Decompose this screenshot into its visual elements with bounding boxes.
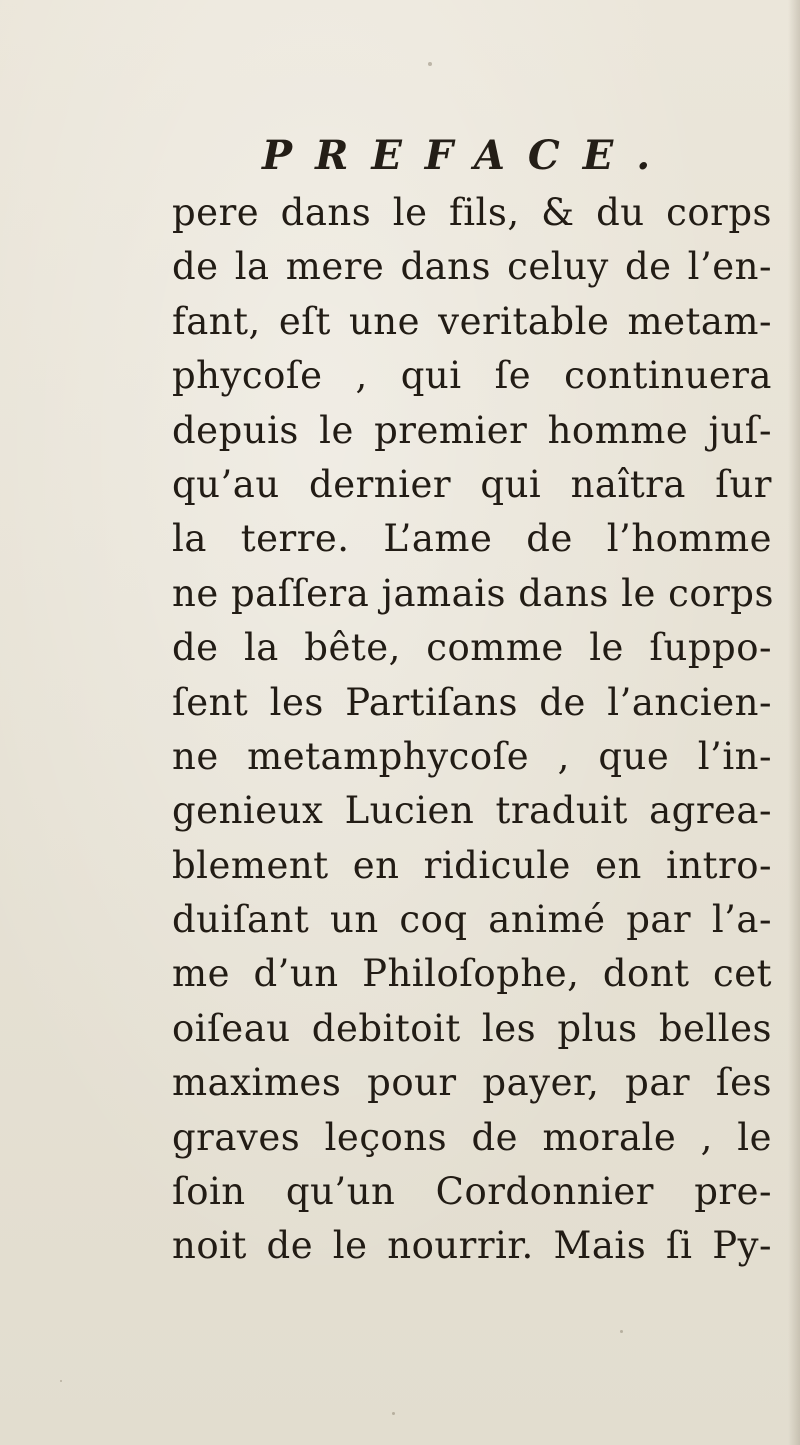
text-line: oiſeau debitoit les plus belles [172, 1006, 772, 1050]
text-line: graves leçons de morale , le [172, 1115, 772, 1159]
text-line: ſoin qu’un Cordonnier pre- [172, 1170, 772, 1214]
text-line: ne paſſera jamais dans le corps [172, 571, 774, 615]
paper-speck [60, 1380, 62, 1382]
text-line: phycoſe , qui ſe continuera [172, 354, 772, 398]
text-line: qu’au dernier qui naîtra ſur [172, 462, 772, 506]
text-line: maximes pour payer, par ſes [172, 1061, 772, 1105]
text-line: depuis le premier homme juſ- [172, 408, 772, 452]
text-line: noit de le nourrir. Mais ſi Py- [172, 1224, 772, 1268]
text-line: ſent les Partiſans de l’ancien- [172, 680, 772, 724]
paper-speck [392, 1412, 395, 1415]
running-head: PREFACE. [262, 132, 674, 179]
text-line: duiſant un coq animé par l’a- [172, 898, 772, 942]
text-line: la terre. L’ame de l’homme [172, 517, 772, 561]
text-line: me d’un Philoſophe, dont cet [172, 952, 772, 996]
text-line: de la bête, comme le ſuppo- [172, 626, 772, 670]
body-text [172, 186, 772, 1274]
page-edge-shadow [788, 0, 800, 1445]
paper-speck [428, 62, 432, 66]
text-line: pere dans le fils, & du corps [172, 191, 772, 234]
text-line: genieux Lucien traduit agrea- [172, 789, 772, 833]
text-line: blement en ridicule en intro- [172, 843, 772, 887]
paper-speck [620, 1330, 623, 1333]
text-line: ne metamphycoſe , que l’in- [172, 734, 772, 778]
text-line: fant, eſt une veritable metam- [172, 299, 772, 343]
text-line: de la mere dans celuy de l’en- [172, 245, 772, 289]
